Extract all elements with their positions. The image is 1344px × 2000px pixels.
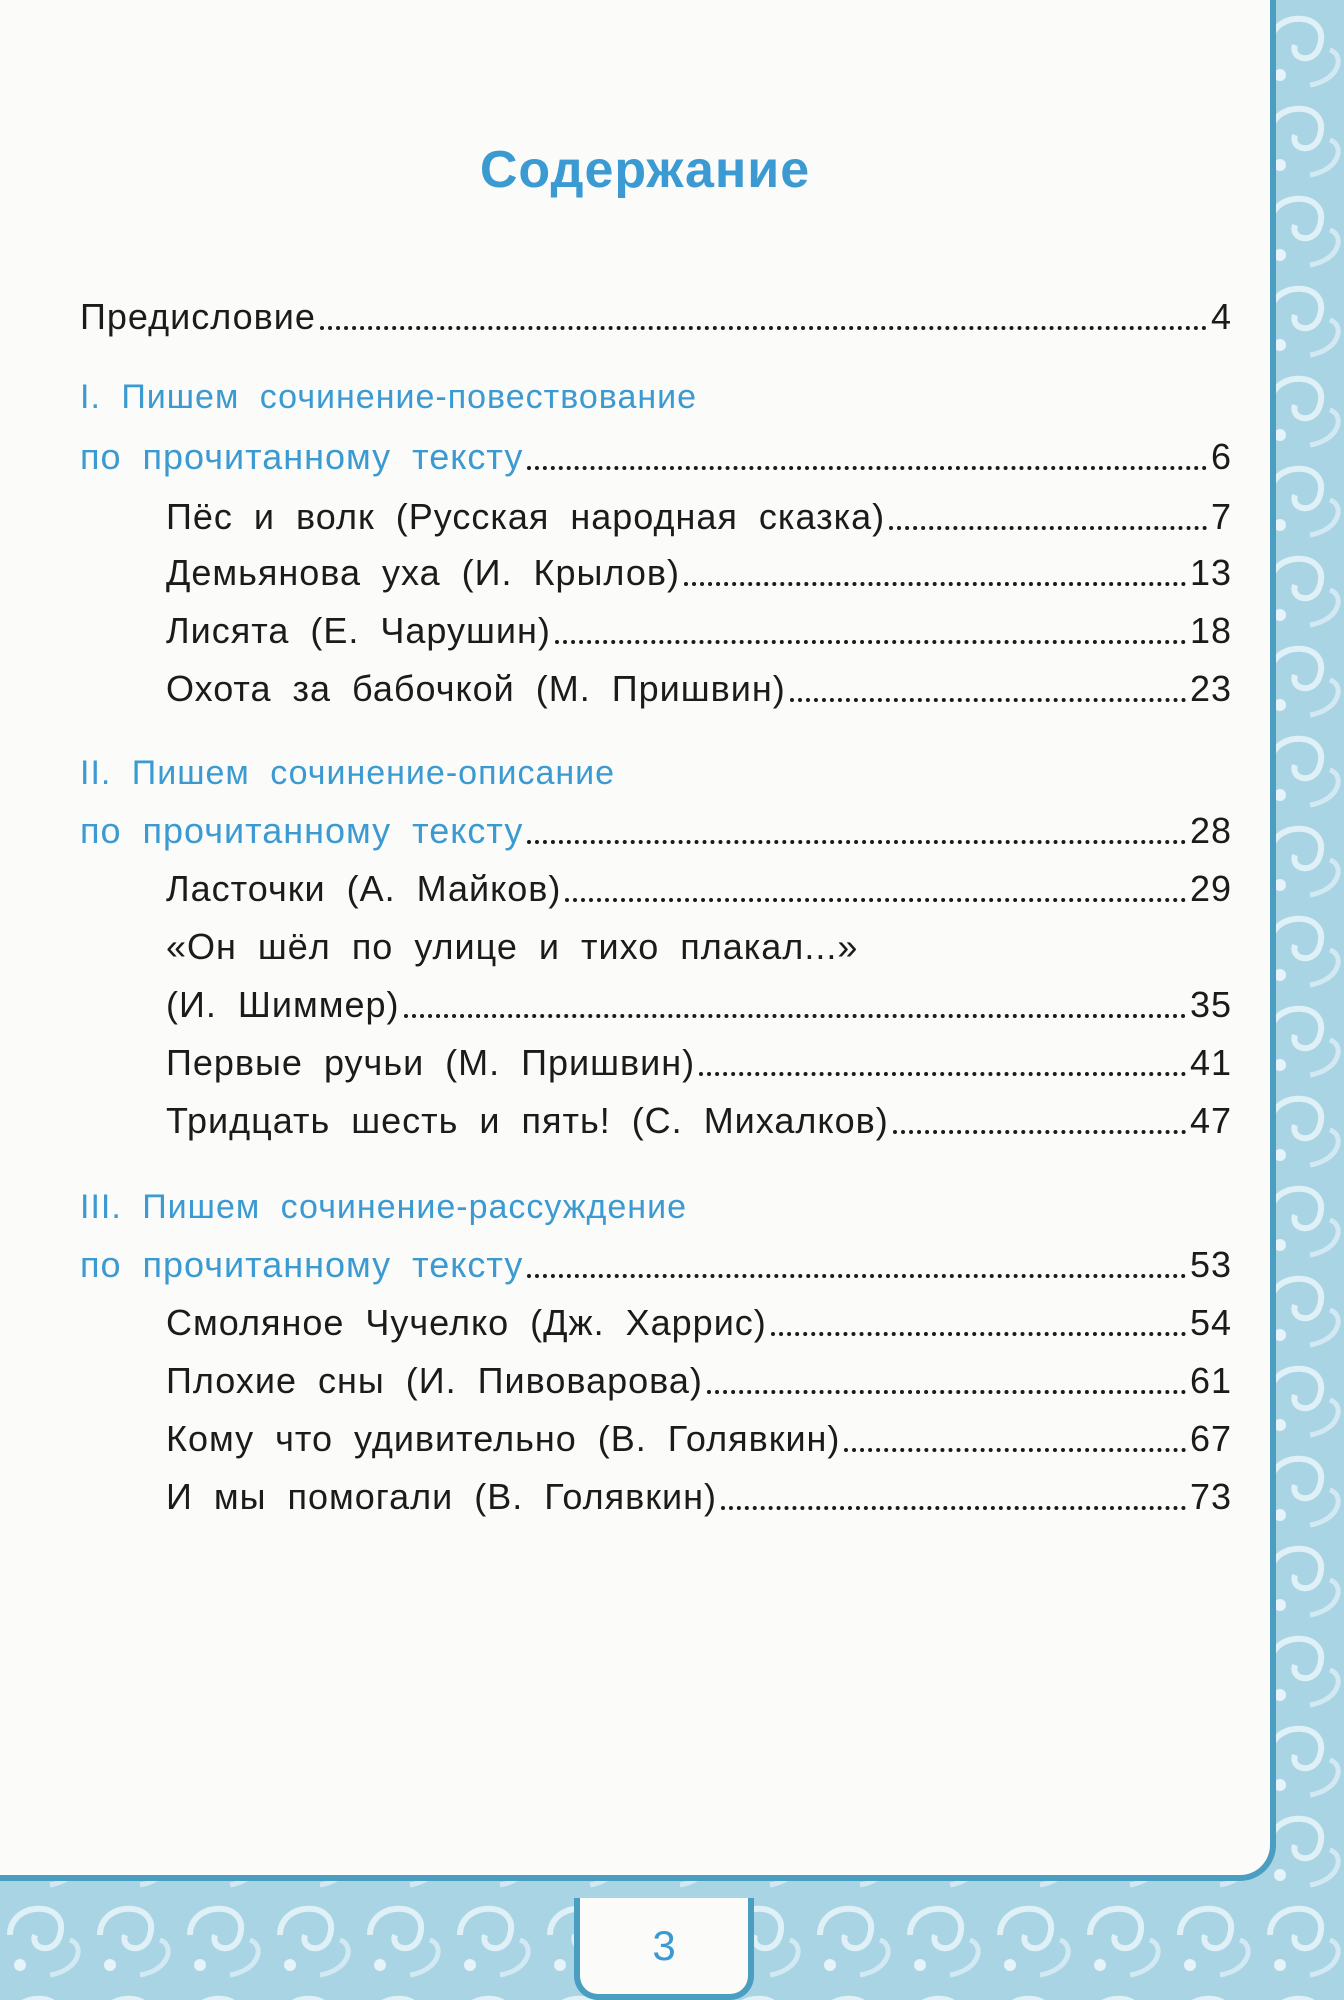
toc-entry-page: 47: [1189, 1100, 1232, 1141]
dot-leader: [771, 1326, 1186, 1336]
dot-leader: [527, 1268, 1186, 1278]
dot-leader: [844, 1442, 1186, 1452]
dot-leader: [684, 576, 1186, 586]
toc-entry-label: Плохие сны (И. Пивоварова): [166, 1360, 703, 1401]
toc-entry-label: Первые ручьи (М. Пришвин): [166, 1042, 696, 1083]
dot-leader: [527, 460, 1207, 470]
toc-entry-page: 67: [1189, 1418, 1232, 1459]
toc-entry-section-2[interactable]: [80, 810, 1232, 852]
toc-entry-label: Пёс и волк (Русская народная сказка): [166, 496, 886, 537]
toc-entry-page: 41: [1189, 1042, 1232, 1083]
toc-entry[interactable]: [166, 868, 1232, 910]
toc-entry-page: 18: [1189, 610, 1232, 651]
toc-entry-first-line: [166, 926, 1232, 968]
toc-entry-label: Лисята (Е. Чарушин): [166, 610, 551, 651]
toc-entry[interactable]: [166, 610, 1232, 652]
dot-leader: [707, 1384, 1186, 1394]
toc-entry[interactable]: [166, 1042, 1232, 1084]
page-number: 3: [652, 1922, 676, 1969]
toc-entry-page: 53: [1189, 1244, 1232, 1285]
toc-entry-page: 7: [1210, 496, 1232, 537]
dot-leader: [527, 834, 1186, 844]
toc-entry-section-1[interactable]: [80, 436, 1232, 478]
section-heading-cont: по прочитанному тексту: [80, 436, 524, 477]
section-heading-cont: по прочитанному тексту: [80, 810, 524, 851]
toc-entry[interactable]: [166, 1476, 1232, 1518]
dot-leader: [889, 520, 1207, 530]
toc-entry-label: Тридцать шесть и пять! (С. Михалков): [166, 1100, 889, 1141]
toc-entry[interactable]: [166, 984, 1232, 1026]
toc-entry-preface[interactable]: [80, 296, 1232, 338]
toc-entry-label: «Он шёл по улице и тихо плакал...»: [166, 926, 859, 967]
section-heading: II. Пишем сочинение-описание: [80, 754, 616, 792]
toc-entry-page: 13: [1189, 552, 1232, 593]
toc-entry-label: Ласточки (А. Майков): [166, 868, 562, 909]
toc-entry-page: 6: [1210, 436, 1232, 477]
section-heading: I. Пишем сочинение-повествование: [80, 378, 698, 416]
toc-entry-label-cont: (И. Шиммер): [166, 984, 400, 1025]
toc-entry[interactable]: [166, 1360, 1232, 1402]
dot-leader: [721, 1500, 1186, 1510]
toc-entry-page: 61: [1189, 1360, 1232, 1401]
dot-leader: [699, 1066, 1186, 1076]
dot-leader: [790, 692, 1186, 702]
toc-entry-page: 4: [1210, 296, 1232, 337]
toc-entry-page: 35: [1189, 984, 1232, 1025]
toc-entry-label: Охота за бабочкой (М. Пришвин): [166, 668, 786, 709]
toc-entry-label: И мы помогали (В. Голявкин): [166, 1476, 717, 1517]
toc-entry-page: 28: [1189, 810, 1232, 851]
toc-entry-page: 54: [1189, 1302, 1232, 1343]
toc-entry-label: Смоляное Чучелко (Дж. Харрис): [166, 1302, 767, 1343]
toc-entry-page: 29: [1189, 868, 1232, 909]
toc-entry[interactable]: [166, 1302, 1232, 1344]
toc-entry[interactable]: [166, 496, 1232, 538]
dot-leader: [893, 1124, 1186, 1134]
toc-entry-page: 73: [1189, 1476, 1232, 1517]
toc-entry[interactable]: [166, 552, 1232, 594]
toc-entry-section-3[interactable]: [80, 1244, 1232, 1286]
dot-leader: [565, 892, 1186, 902]
toc-entry[interactable]: [166, 1418, 1232, 1460]
page-title: Содержание: [479, 141, 811, 199]
dot-leader: [404, 1008, 1186, 1018]
toc-entry-page: 23: [1189, 668, 1232, 709]
toc-entry-label: Кому что удивительно (В. Голявкин): [166, 1418, 841, 1459]
toc-entry-label: Демьянова уха (И. Крылов): [166, 552, 680, 593]
toc-entry[interactable]: [166, 1100, 1232, 1142]
page-number-tab: [574, 1898, 754, 2000]
section-heading: III. Пишем сочинение-рассуждение: [80, 1188, 687, 1226]
toc-entry[interactable]: [166, 668, 1232, 710]
dot-leader: [555, 634, 1186, 644]
toc-entry-label: Предисловие: [80, 296, 316, 337]
section-heading-cont: по прочитанному тексту: [80, 1244, 524, 1285]
dot-leader: [320, 320, 1207, 330]
